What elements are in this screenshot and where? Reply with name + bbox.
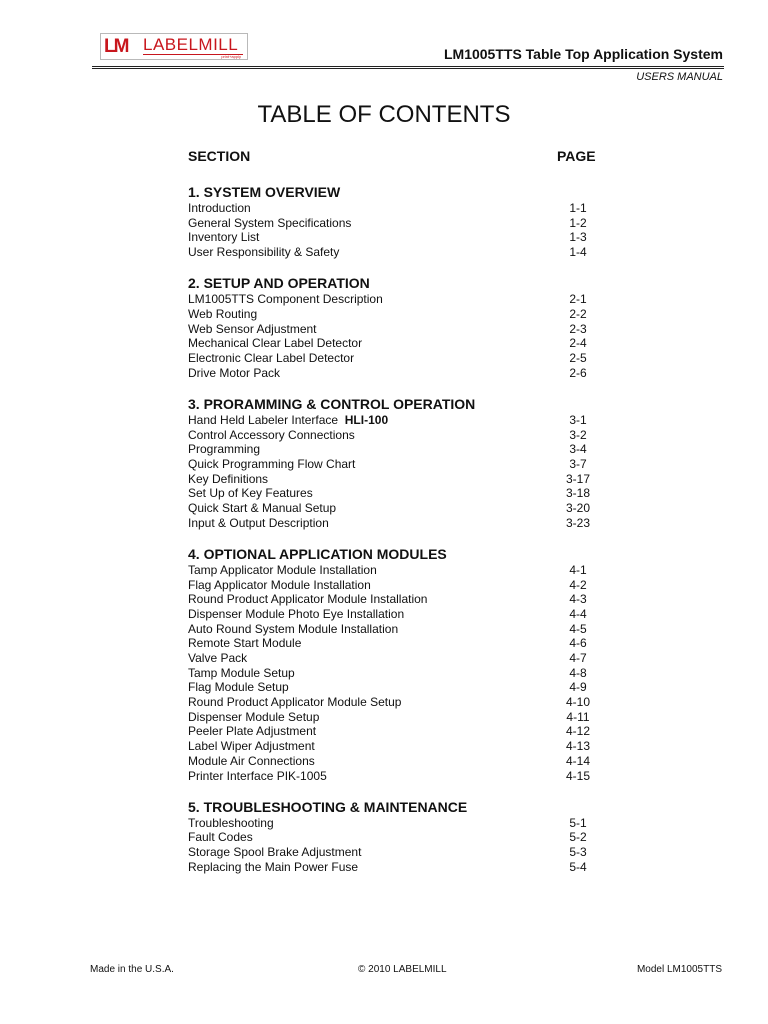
entry-label: Remote Start Module	[188, 636, 302, 651]
entry-page-number: 3-20	[566, 501, 591, 515]
entry-page-number: 2-6	[569, 365, 587, 380]
entry-label: Printer Interface PIK-1005	[188, 768, 327, 783]
section-heading: 3. PRORAMMING & CONTROL OPERATION	[188, 395, 476, 412]
entry-label: LM1005TTS Component Description	[188, 292, 383, 307]
footer-origin: Made in the U.S.A.	[90, 964, 174, 975]
entry-page-number: 3-17	[566, 471, 591, 486]
toc-entry	[188, 472, 608, 487]
toc-entry	[188, 292, 608, 307]
entry-label: Drive Motor Pack	[188, 365, 281, 380]
entry-page-number: 4-12	[566, 724, 591, 739]
entry-label: Flag Applicator Module Installation	[188, 577, 371, 592]
entry-page-number: 1-1	[569, 201, 587, 215]
entry-label: Module Air Connections	[188, 753, 315, 768]
entry-label: User Responsibility & Safety	[188, 245, 340, 260]
toc-entry	[188, 413, 608, 428]
entry-label: Valve Pack	[188, 651, 248, 665]
entry-label: Flag Module Setup	[188, 680, 289, 695]
entry-label: Inventory List	[188, 230, 260, 245]
entry-page-number: 5-4	[569, 859, 587, 874]
entry-label: Fault Codes	[188, 830, 253, 845]
entry-label: Round Product Applicator Module Installation	[188, 592, 428, 607]
entry-page-number: 4-11	[566, 709, 590, 724]
toc-entry	[188, 622, 608, 637]
toc-entry	[188, 607, 608, 622]
entry-label: Tamp Module Setup	[188, 665, 295, 680]
entry-page-number: 3-4	[569, 442, 587, 457]
entry-label: Web Sensor Adjustment	[188, 321, 317, 336]
entry-label: Mechanical Clear Label Detector	[188, 336, 363, 351]
toc-entry	[188, 651, 608, 666]
entry-label: Electronic Clear Label Detector	[188, 351, 355, 365]
document-title: LM1005TTS Table Top Application System	[443, 46, 723, 62]
entry-page-number: 3-18	[566, 486, 591, 501]
table-of-contents	[188, 184, 608, 890]
header-rule	[92, 66, 724, 67]
toc-entry	[188, 830, 608, 845]
toc-entry	[188, 307, 608, 322]
logo-mark: LM	[104, 36, 128, 57]
entry-label: Set Up of Key Features	[188, 486, 313, 501]
entry-page-number: 3-2	[569, 427, 587, 442]
toc-section	[188, 546, 608, 783]
toc-section	[188, 184, 608, 260]
entry-page-number: 4-8	[569, 665, 587, 680]
toc-entry	[188, 816, 608, 831]
section-heading: 1. SYSTEM OVERVIEW	[188, 184, 341, 200]
toc-entry	[188, 216, 608, 231]
entry-label: Tamp Applicator Module Installation	[188, 562, 377, 577]
entry-label: Control Accessory Connections	[188, 427, 355, 442]
toc-entry	[188, 592, 608, 607]
toc-entry	[188, 457, 608, 472]
toc-entry	[188, 351, 608, 366]
footer-model: Model LM1005TTS	[636, 964, 722, 975]
entry-page-number: 4-4	[569, 606, 587, 621]
toc-entry	[188, 754, 608, 769]
entry-page-number: 4-3	[569, 592, 587, 607]
toc-entry	[188, 710, 608, 725]
entry-page-number: 4-15	[566, 768, 591, 783]
section-heading: 4. OPTIONAL APPLICATION MODULES	[188, 545, 447, 562]
section-heading: 5. TROUBLESHOOTING & MAINTENANCE	[188, 798, 468, 815]
entry-label: Peeler Plate Adjustment	[188, 724, 317, 739]
entry-page-number: 5-1	[569, 815, 587, 830]
entry-page-number: 1-4	[569, 245, 587, 260]
entry-label: Hand Held Labeler Interface	[188, 412, 339, 427]
entry-page-number: 4-5	[569, 621, 587, 636]
entry-label: Web Routing	[188, 306, 258, 321]
toc-entry	[188, 516, 608, 531]
entry-label: Storage Spool Brake Adjustment	[188, 845, 362, 860]
section-heading: 2. SETUP AND OPERATION	[188, 275, 370, 292]
entry-label: General System Specifications	[188, 215, 352, 230]
toc-entry	[188, 769, 608, 784]
toc-entry	[188, 428, 608, 443]
toc-entry	[188, 860, 608, 875]
toc-entry	[188, 442, 608, 457]
entry-page-number: 1-2	[569, 215, 587, 230]
entry-label: Label Wiper Adjustment	[188, 739, 315, 754]
company-logo	[100, 33, 248, 60]
entry-page-number: 4-1	[569, 562, 587, 577]
toc-entry	[188, 695, 608, 710]
entry-page-number: 4-9	[569, 680, 587, 695]
toc-entry	[188, 501, 608, 516]
page-column-header: PAGE	[557, 148, 596, 164]
toc-entry	[188, 636, 608, 651]
toc-entry	[188, 245, 608, 260]
entry-label: Auto Round System Module Installation	[188, 621, 399, 636]
toc-section	[188, 799, 608, 875]
entry-page-number: 3-23	[566, 515, 591, 530]
entry-page-number: 2-4	[569, 336, 587, 351]
entry-page-number: 3-1	[569, 412, 587, 427]
entry-page-number: 4-14	[566, 753, 591, 768]
toc-section	[188, 275, 608, 380]
entry-label: Dispenser Module Photo Eye Installation	[188, 606, 405, 621]
entry-page-number: 4-13	[566, 739, 591, 754]
entry-label: Key Definitions	[188, 471, 269, 486]
document-subtitle: USERS MANUAL	[636, 71, 723, 83]
entry-label: Quick Start & Manual Setup	[188, 501, 337, 515]
toc-entry	[188, 666, 608, 681]
toc-entry	[188, 366, 608, 381]
logo-tagline: print+apply	[221, 54, 241, 59]
entry-label: Quick Programming Flow Chart	[188, 456, 356, 471]
entry-label: Programming	[188, 442, 261, 457]
entry-page-number: 4-2	[569, 577, 587, 592]
entry-page-number: 5-3	[569, 845, 587, 860]
entry-page-number: 2-5	[569, 351, 587, 365]
toc-entry	[188, 739, 608, 754]
entry-page-number: 4-7	[569, 651, 587, 665]
toc-entry	[188, 201, 608, 216]
toc-entry	[188, 578, 608, 593]
section-column-header: SECTION	[188, 148, 251, 164]
footer-copyright: © 2010 LABELMILL	[358, 964, 447, 975]
toc-entry	[188, 486, 608, 501]
entry-page-number: 2-2	[569, 306, 587, 321]
entry-label: Troubleshooting	[188, 815, 274, 830]
entry-page-number: 2-1	[569, 292, 587, 307]
toc-entry	[188, 845, 608, 860]
entry-label: Round Product Applicator Module Setup	[188, 695, 402, 710]
toc-entry	[188, 230, 608, 245]
entry-page-number: 4-10	[566, 695, 591, 710]
entry-page-number: 4-6	[569, 636, 587, 651]
entry-page-number: 2-3	[569, 321, 587, 336]
entry-page-number: 5-2	[569, 830, 587, 845]
entry-label: Input & Output Description	[188, 515, 329, 530]
entry-emphasis: HLI-100	[344, 412, 389, 427]
entry-label: Replacing the Main Power Fuse	[188, 859, 359, 874]
entry-label: Dispenser Module Setup	[188, 709, 320, 724]
entry-page-number: 3-7	[569, 456, 587, 471]
header-rule	[92, 68, 724, 69]
toc-entry	[188, 322, 608, 337]
entry-label: Introduction	[188, 201, 251, 215]
toc-section	[188, 396, 608, 531]
entry-page-number: 1-3	[569, 230, 587, 245]
toc-entry	[188, 724, 608, 739]
page-title: TABLE OF CONTENTS	[257, 101, 511, 128]
logo-wordmark: LABELMILL	[143, 35, 239, 54]
toc-entry	[188, 336, 608, 351]
toc-entry	[188, 680, 608, 695]
toc-entry	[188, 563, 608, 578]
